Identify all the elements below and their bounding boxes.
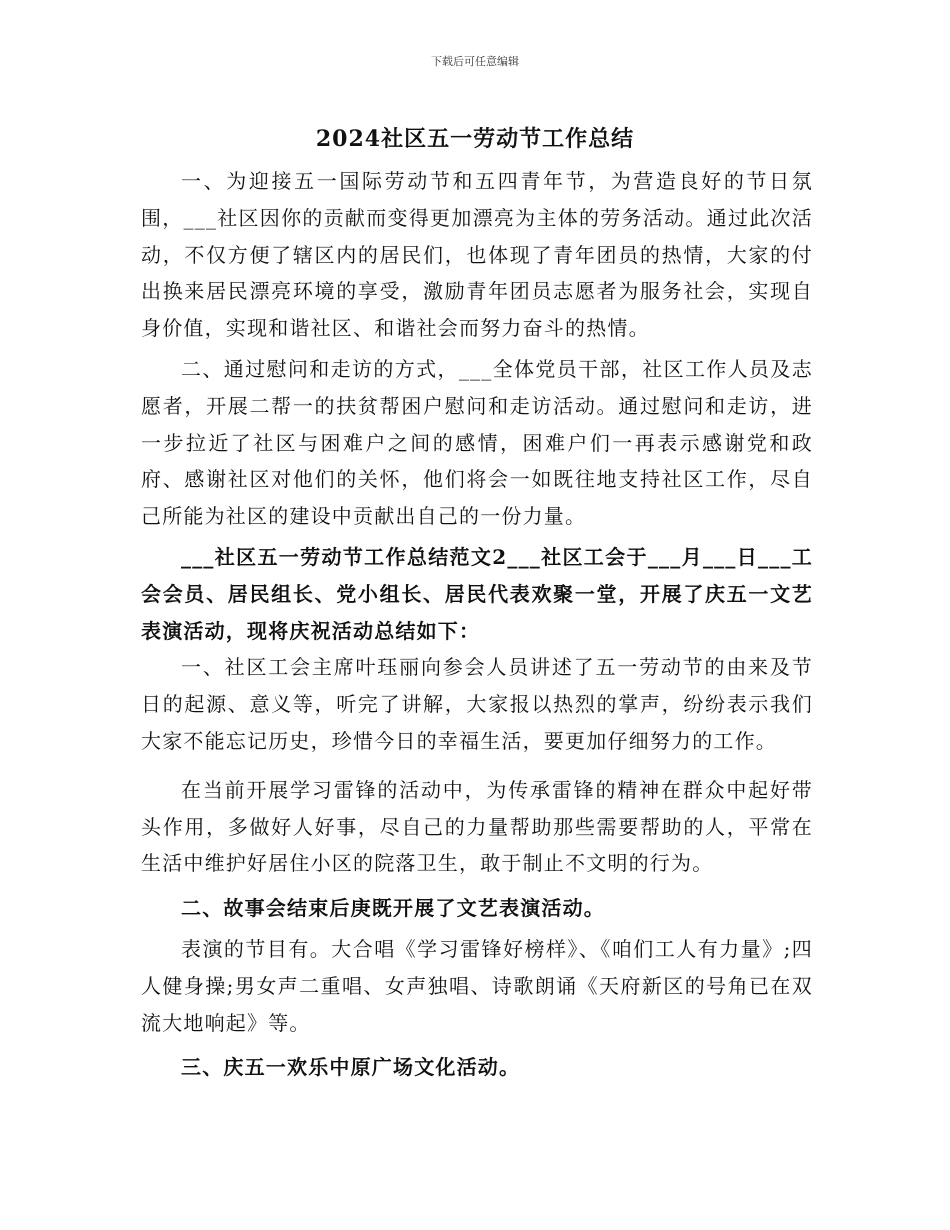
- paragraph-3: 一、社区工会主席叶珏丽向参会人员讲述了五一劳动节的由来及节日的起源、意义等，听完了讲解，大家报以热烈的掌声，纷纷表示我们大家不能忘记历史，珍惜今日的幸福生活，要更加仔细努力的工作。: [141, 655, 813, 753]
- document-body: [141, 163, 813, 1086]
- paragraph-1: 一、为迎接五一国际劳动节和五四青年节，为营造良好的节日氛围，___社区因你的贡献而变得更加漂亮为主体的劳务活动。通过此次活动，不仅方便了辖区内的居民们，也体现了青年团员的热情，大家的付出换来居民漂亮环境的享受，激励青年团员志愿者为服务社会，实现自身价值，实现和谐社区、和谐社会而努力奋斗的热情。: [141, 169, 813, 341]
- paragraph-2: 二、通过慰问和走访的方式，___全体党员干部，社区工作人员及志愿者，开展二帮一的扶贫帮困户慰问和走访活动。通过慰问和走访，进一步拉近了社区与困难户之间的感情，困难户们一再表示感谢党和政府、感谢社区对他们的关怀，他们将会一如既往地支持社区工作，尽自己所能为社区的建设中贡献出自己的一份力量。: [141, 356, 813, 529]
- page-header: 下载后可任意编辑: [431, 55, 519, 68]
- section-heading-2: 二、故事会结束后庚既开展了文艺表演活动。: [181, 896, 605, 921]
- section-heading-3: 三、庆五一欢乐中原广场文化活动。: [181, 1055, 521, 1080]
- paragraph-5: 表演的节目有。大合唱《学习雷锋好榜样》、《咱们工人有力量》;四人健身操;男女声二重唱、女声独唱、诗歌朗诵《天府新区的号角已在双流大地响起》等。: [141, 936, 813, 1035]
- section-heading-fanwen-2: ___社区五一劳动节工作总结范文2___社区工会于___月___日___工会会员、居民组长、党小组长、居民代表欢聚一堂，开展了庆五一文艺表演活动，现将庆祝活动总结如下：: [141, 544, 813, 643]
- paragraph-4: 在当前开展学习雷锋的活动中，为传承雷锋的精神在群众中起好带头作用，多做好人好事，尽自己的力量帮助那些需要帮助的人，平常在生活中维护好居住小区的院落卫生，敢于制止不文明的行为。: [141, 777, 813, 876]
- document-title: 2024社区五一劳动节工作总结: [315, 126, 635, 152]
